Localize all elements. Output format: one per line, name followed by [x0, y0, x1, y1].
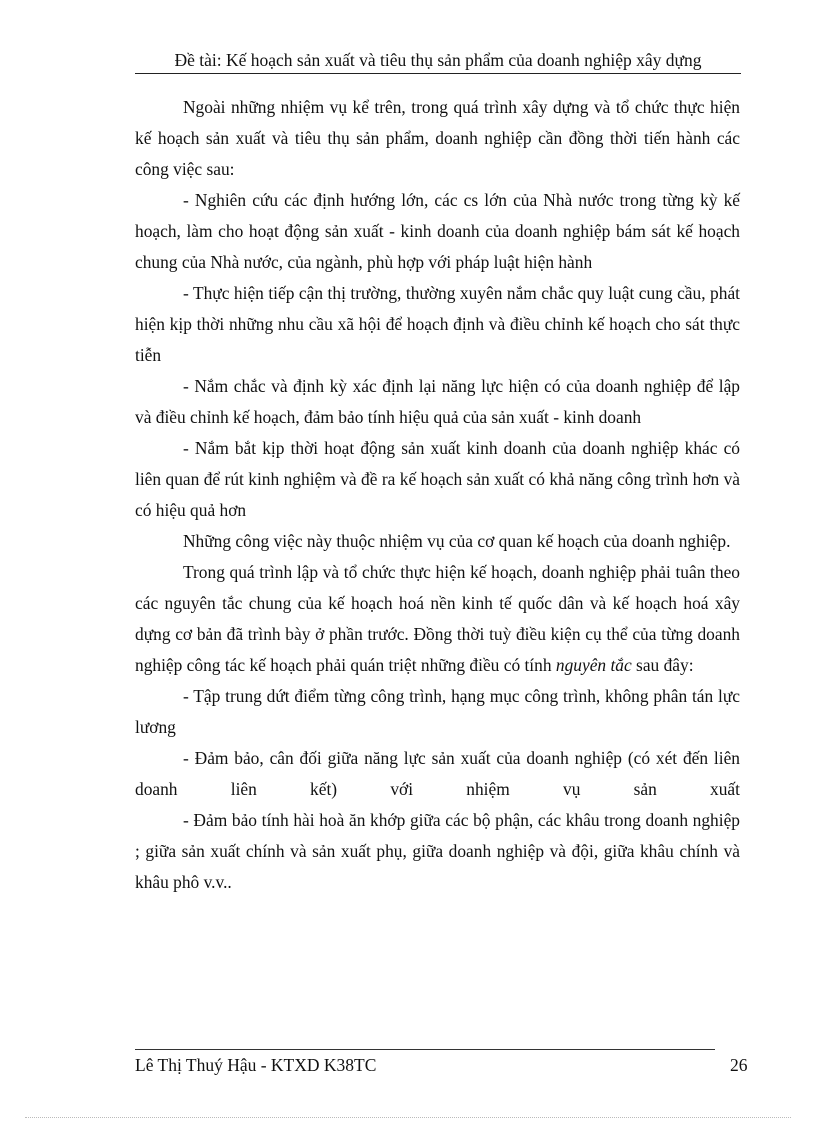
page-header: Đề tài: Kế hoạch sản xuất và tiêu thụ sản phẩm của doanh nghiệp xây dựng: [135, 48, 741, 74]
paragraph-7-emphasis: nguyên tắc: [555, 655, 632, 675]
paragraph-1: Ngoài những nhiệm vụ kể trên, trong quá trình xây dựng và tổ chức thực hiện kế hoạch sản xuất và tiêu thụ sản phẩm, doanh nghiệp cần đồng thời tiến hành các công việc sau:: [135, 97, 740, 179]
paragraph-7: [135, 557, 740, 681]
paragraph-7-text: Trong quá trình lập và tổ chức thực hiện kế hoạch, doanh nghiệp phải tuân theo các nguyên tắc chung của kế hoạch hoá nền kinh tế quốc dân và kế hoạch hoá xây dựng cơ bản đã trình bày ở phần trước. Đồng thời tuỳ điều kiện cụ thể của từng doanh nghiệp công tác kế hoạch phải quán triệt những điều có tính: [135, 562, 740, 675]
page-number: 26: [730, 1055, 748, 1075]
paragraph-9: - Đảm bảo, cân đối giữa năng lực sản xuất của doanh nghiệp (có xét đến liên doanh liên kết) với nhiệm vụ sản xuất: [135, 748, 740, 799]
paragraph-8: - Tập trung dứt điểm từng công trình, hạng mục công trình, không phân tán lực lương: [135, 686, 740, 737]
body-text: [135, 92, 740, 898]
paragraph-3: - Thực hiện tiếp cận thị trường, thường xuyên nắm chắc quy luật cung cầu, phát hiện kịp thời những nhu cầu xã hội để hoạch định và điều chỉnh kế hoạch cho sát thực tiễn: [135, 283, 740, 365]
paragraph-6: Những công việc này thuộc nhiệm vụ của cơ quan kế hoạch của doanh nghiệp.: [183, 531, 731, 551]
footer-divider: [135, 1049, 715, 1050]
paragraph-2: - Nghiên cứu các định hướng lớn, các cs lớn của Nhà nước trong từng kỳ kế hoạch, làm cho hoạt động sản xuất - kinh doanh của doanh nghiệp bám sát kế hoạch chung của Nhà nước, của ngành, phù hợp với pháp luật hiện hành: [135, 190, 740, 272]
page-boundary: [25, 1117, 791, 1118]
footer-author: Lê Thị Thuý Hậu - KTXD K38TC: [135, 1055, 377, 1075]
paragraph-4: - Nắm chắc và định kỳ xác định lại năng lực hiện có của doanh nghiệp để lập và điều chỉnh kế hoạch, đảm bảo tính hiệu quả của sản xuất - kinh doanh: [135, 376, 740, 427]
paragraph-5: - Nắm bắt kịp thời hoạt động sản xuất kinh doanh của doanh nghiệp khác có liên quan để rút kinh nghiệm và đề ra kế hoạch sản xuất có khả năng công trình hơn và có hiệu quả hơn: [135, 438, 740, 520]
paragraph-10: - Đảm bảo tính hài hoà ăn khớp giữa các bộ phận, các khâu trong doanh nghiệp ; giữa sản xuất chính và sản xuất phụ, giữa doanh nghiệp và đội, giữa khâu chính và khâu phô v.v..: [135, 810, 740, 892]
paragraph-7-tail: sau đây:: [631, 655, 694, 675]
